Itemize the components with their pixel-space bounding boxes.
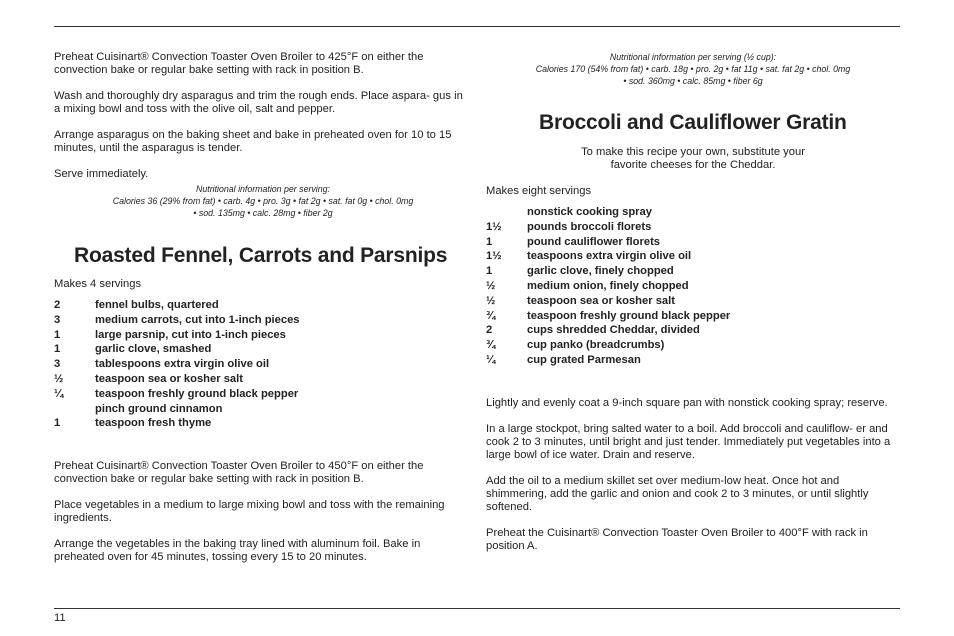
ingredient-row	[54, 342, 472, 357]
servings-text: Makes eight servings	[486, 185, 592, 197]
ingredient-item: pound cauliflower florets	[527, 235, 661, 248]
nutrition-info	[486, 51, 900, 87]
ingredient-qty: 2	[486, 324, 493, 337]
ingredient-row	[54, 416, 472, 431]
step-paragraph: Arrange the vegetables in the baking tray lined with aluminum foil. Bake in preheated oven for 45 minutes, tossing every 15 to 20 minutes.	[54, 538, 421, 564]
bottom-rule	[54, 608, 900, 609]
right-column	[486, 51, 900, 553]
nutrition-line: Nutritional information per serving:	[196, 184, 330, 194]
ingredient-item: teaspoons extra virgin olive oil	[527, 250, 692, 263]
ingredient-qty: ¼	[486, 353, 496, 366]
nutrition-info	[54, 183, 472, 219]
ingredient-qty: 1	[486, 265, 493, 278]
ingredient-qty: ¾	[486, 339, 496, 352]
ingredient-row	[54, 402, 472, 417]
ingredient-row	[54, 298, 472, 313]
ingredient-qty: 1	[54, 343, 61, 356]
recipe-title: Broccoli and Cauliflower Gratin	[539, 111, 847, 134]
ingredient-qty: 1½	[486, 220, 502, 233]
ingredient-item: pounds broccoli florets	[527, 220, 652, 233]
nutrition-line: • sod. 135mg • calc. 28mg • fiber 2g	[193, 208, 333, 218]
ingredient-row	[54, 313, 472, 328]
ingredient-qty: 3	[54, 313, 61, 326]
ingredient-qty: 1	[54, 417, 61, 430]
top-rule	[54, 26, 900, 27]
ingredient-item: fennel bulbs, quartered	[95, 299, 219, 311]
ingredient-row	[486, 264, 900, 279]
recipe-title: Roasted Fennel, Carrots and Parsnips	[74, 244, 448, 267]
ingredient-item: pinch ground cinnamon	[95, 402, 223, 415]
ingredient-row	[54, 372, 472, 387]
step-paragraph: Place vegetables in a medium to large mixing bowl and toss with the remaining ingredients.	[54, 499, 445, 525]
ingredient-row	[486, 279, 900, 294]
nutrition-line: Nutritional information per serving (½ cup):	[609, 52, 777, 62]
ingredient-qty: ¾	[486, 309, 496, 322]
ingredient-item: medium carrots, cut into 1-inch pieces	[95, 313, 300, 326]
ingredient-item: teaspoon fresh thyme	[95, 417, 212, 430]
ingredient-qty: 1	[54, 328, 61, 341]
ingredient-row	[486, 338, 900, 353]
intro-line: favorite cheeses for the Cheddar.	[610, 159, 776, 171]
ingredient-item: teaspoon freshly ground black pepper	[95, 387, 299, 400]
ingredient-item: cup panko (breadcrumbs)	[527, 339, 665, 352]
ingredient-row	[486, 309, 900, 324]
ingredient-qty: ½	[54, 372, 64, 385]
ingredient-row	[486, 249, 900, 264]
step-paragraph: Serve immediately.	[54, 168, 149, 180]
page-number: 11	[54, 612, 66, 624]
nutrition-line: Calories 36 (29% from fat) • carb. 4g • pro. 3g • fat 2g • sat. fat 0g • chol. 0mg	[112, 196, 414, 206]
ingredient-row	[486, 235, 900, 250]
ingredient-item: teaspoon freshly ground black pepper	[527, 309, 731, 322]
step-paragraph: Lightly and evenly coat a 9-inch square pan with nonstick cooking spray; reserve.	[486, 396, 888, 409]
ingredient-item: cups shredded Cheddar, divided	[527, 324, 700, 337]
nutrition-line: Calories 170 (54% from fat) • carb. 18g • pro. 2g • fat 11g • sat. fat 2g • chol. 0mg	[535, 64, 851, 74]
step-paragraph: Preheat the Cuisinart® Convection Toaster Oven Broiler to 400°F with rack in position A.	[486, 526, 868, 552]
ingredient-item: garlic clove, finely chopped	[527, 265, 674, 278]
ingredient-qty: ½	[486, 294, 496, 307]
ingredient-item: teaspoon sea or kosher salt	[95, 372, 243, 385]
ingredient-list	[54, 298, 472, 431]
step-paragraph: Preheat Cuisinart® Convection Toaster Oven Broiler to 450°F on either the convection bake or regular bake setting with rack in position B.	[54, 460, 424, 486]
ingredient-row	[54, 387, 472, 402]
ingredient-item: teaspoon sea or kosher salt	[527, 294, 675, 307]
ingredient-row	[486, 323, 900, 338]
servings-text: Makes 4 servings	[54, 278, 142, 290]
nutrition-line: • sod. 360mg • calc. 85mg • fiber 6g	[623, 76, 763, 86]
ingredient-qty: ¼	[54, 387, 64, 400]
ingredient-row	[486, 294, 900, 309]
ingredient-item: large parsnip, cut into 1-inch pieces	[95, 328, 286, 341]
ingredient-row	[486, 353, 900, 368]
ingredient-row	[54, 328, 472, 343]
ingredient-item: nonstick cooking spray	[527, 206, 652, 218]
ingredient-qty	[54, 402, 95, 417]
ingredient-qty: 1½	[486, 250, 502, 263]
ingredient-qty: ½	[486, 279, 496, 292]
ingredient-row	[486, 220, 900, 235]
ingredient-qty	[486, 205, 527, 220]
recipe-intro	[486, 146, 900, 172]
ingredient-qty: 3	[54, 358, 61, 371]
step-paragraph: Arrange asparagus on the baking sheet and bake in preheated oven for 10 to 15 minutes, until the asparagus is tender.	[54, 129, 452, 154]
step-paragraph: In a large stockpot, bring salted water to a boil. Add broccoli and cauliflow- er and cook 2 to 3 minutes, until bright and just tender. Immediately put vegetables into a large bowl of ice water. Drain and reserve.	[486, 422, 891, 461]
left-column	[54, 51, 472, 564]
ingredient-qty: 2	[54, 299, 61, 311]
ingredient-list	[486, 205, 900, 368]
ingredient-row	[486, 205, 900, 220]
ingredient-item: medium onion, finely chopped	[527, 279, 689, 292]
ingredient-row	[54, 357, 472, 372]
step-paragraph: Add the oil to a medium skillet set over medium-low heat. Once hot and shimmering, add the garlic and onion and cook 2 to 3 minutes, or until slightly softened.	[486, 474, 869, 513]
ingredient-item: cup grated Parmesan	[527, 353, 641, 366]
intro-line: To make this recipe your own, substitute your	[581, 146, 805, 158]
ingredient-item: tablespoons extra virgin olive oil	[95, 358, 270, 371]
ingredient-qty: 1	[486, 235, 493, 248]
step-paragraph: Preheat Cuisinart® Convection Toaster Oven Broiler to 425°F on either the convection bake or regular bake setting with rack in position B.	[54, 51, 424, 76]
ingredient-item: garlic clove, smashed	[95, 343, 212, 356]
step-paragraph: Wash and thoroughly dry asparagus and trim the rough ends. Place aspara- gus in a mixing bowl and toss with the olive oil, salt and pepper.	[54, 90, 463, 115]
